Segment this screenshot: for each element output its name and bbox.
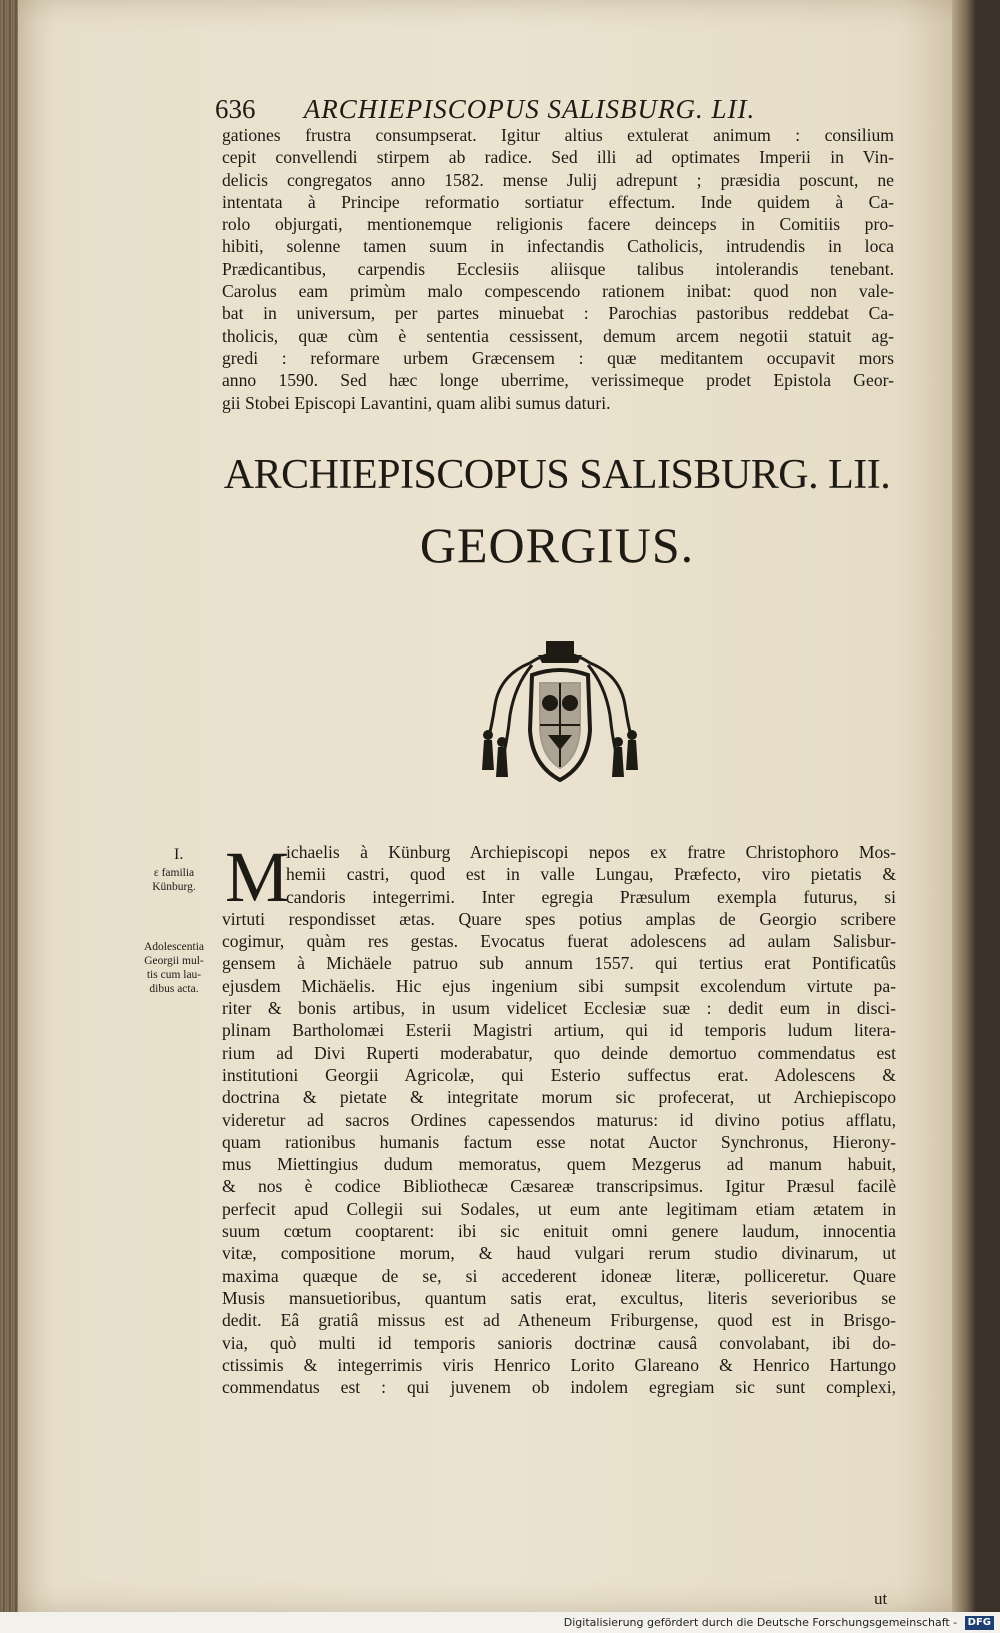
text-line: & nos è codice Bibliothecæ Cæsareæ transcripsimus. Igitur Præsul facilè (222, 1176, 896, 1197)
text-line: Prædicantibus, carpendis Ecclesiis aliisque talibus intolerandis tenebant. (222, 258, 894, 279)
chapter-title: ARCHIEPISCOPUS SALISBURG. LII. (223, 452, 891, 498)
text-line: vitæ, compositione morum, & haud vulgari rerum studio divinarum, ut (222, 1243, 896, 1264)
text-line: gredi : reformare urbem Græcensem : quæ meditantem occupavit mors (222, 347, 894, 368)
main-paragraph (222, 837, 896, 1398)
running-header (215, 92, 815, 126)
text-line: riter & bonis artibus, in usum videlicet Ecclesiæ suæ : dedit eum in disci- (222, 998, 896, 1019)
text-line: virtuti respondisset ætas. Quare spes potius amplas de Georgio scribere (222, 908, 896, 929)
text-line: delicis congregatos anno 1582. mense Julij adrepunt ; præsidia poscunt, ne (222, 169, 894, 190)
text-line: Musis mansuetioribus, quantum satis erat, excultus, literis severioribus se (222, 1287, 896, 1308)
text-line: ejusdem Michäelis. Hic ejus ingenium sibi sumpsit excolendum virtute pa- (222, 975, 896, 996)
footer-text: Digitalisierung gefördert durch die Deutsche Forschungsgemeinschaft - (563, 1616, 958, 1629)
text-line: cepit convellendi stirpem ab radice. Sed illi ad optimates Imperii in Vin- (222, 147, 894, 168)
text-line: gii Stobei Episcopi Lavantini, quam alibi sumus daturi. (222, 392, 611, 413)
section-number: I. (174, 846, 184, 863)
text-line: hibiti, solenne tamen suum in infectandis Catholicis, intrudendis in loca (222, 236, 894, 257)
text-line: maxima quæque de se, si accederent idoneæ literæ, polliceretur. Quare (222, 1265, 896, 1286)
text-line: cogimur, quàm res gestas. Evocatus fuerat adolescens ad aulam Salisbur- (222, 931, 896, 952)
text-line: mus Miettingius dudum memoratus, quem Mezgerus ad manum habuit, (222, 1154, 896, 1175)
text-line: gationes frustra consumpserat. Igitur altius extulerat animum : consilium (222, 125, 894, 145)
text-line: quam rationibus humanis factum esse notat Auctor Synchronus, Hierony- (222, 1131, 896, 1152)
page-number: 636 (215, 94, 256, 124)
text-line: videretur ad sacros Ordines capessendos maturus: id divino potius afflatu, (222, 1109, 896, 1130)
drop-cap: M (225, 837, 290, 917)
text-line: ichaelis à Künburg Archiepiscopi nepos ex fratre Christophoro Mos- (286, 842, 896, 862)
text-line: commendatus est : qui juvenem ob indolem egregiam sic sunt complexi, (222, 1377, 896, 1398)
chapter-name: GEORGIUS. (419, 517, 695, 573)
margin-note-line: Adolescentia (143, 941, 205, 953)
text-line: ctissimis & integerrimis viris Henrico Lorito Glareano & Henrico Hartungo (222, 1354, 896, 1375)
text-line: doctrina & pietate & integritate morum sic profecerat, ut Archiepiscopo (222, 1087, 896, 1108)
text-line: rolo objurgati, mentionemque religionis facere deinceps in Comitiis pro- (222, 214, 894, 235)
text-line: institutioni Georgii Agricolæ, qui Esterio suffectus erat. Adolescens & (222, 1064, 896, 1085)
margin-note-line: Georgii mul- (144, 955, 204, 967)
page-right-edge (952, 0, 976, 1612)
text-line: plinam Bartholomæi Esterii Magistri artium, qui id temporis ludum litera- (222, 1020, 896, 1041)
running-title: ARCHIEPISCOPUS SALISBURG. LII. (303, 94, 756, 124)
margin-note-line: ε familia (153, 867, 195, 879)
catchword: ut (874, 1589, 888, 1608)
margin-note-adolescence (134, 940, 214, 996)
text-line: candoris integerrimi. Inter egregia Præsulum exempla futurus, si (286, 886, 896, 907)
text-line: dedit. Eâ gratiâ missus est ad Atheneum Friburgense, quod est in Brisgo- (222, 1310, 896, 1331)
text-line: gensem à Michäele patruo sub annum 1557. qui tertius erat Pontificatûs (222, 953, 896, 974)
digitization-footer (0, 1612, 1000, 1633)
text-line: rium ad Divi Ruperti moderabatur, quo deinde demortuo commendatus est (222, 1042, 896, 1063)
text-line: suum cœtum cooptarent: ibi sic enituit omni genere laudum, innocentia (222, 1221, 896, 1242)
text-line: Carolus eam primùm malo compescendo rationem inibat: quod non vale- (222, 281, 894, 302)
dfg-logo: DFG (965, 1616, 994, 1630)
text-line: tholicis, quæ cùm è sententia cessissent, demum arcem negotii statuit ag- (222, 325, 894, 346)
text-line: intentata à Principe reformatio sortiatur effectum. Inde quidem à Ca- (222, 191, 894, 212)
text-line: anno 1590. Sed hæc longe uberrime, verissimeque prodet Epistola Geor- (222, 370, 894, 391)
margin-note-family (134, 866, 214, 894)
margin-note-line: tis cum lau- (146, 969, 202, 981)
text-line: bat in universum, per partes minuebat : Parochias pastoribus reddebat Ca- (222, 303, 894, 324)
margin-note-line: Künburg. (152, 881, 196, 893)
top-paragraph (222, 124, 894, 414)
text-line: perfecit apud Collegii sui Sodales, ut eum ante legitimam etiam ætatem in (222, 1198, 896, 1219)
text-line: via, quò multi id temporis sanioris doctrinæ causâ convolabant, ibi do- (222, 1332, 896, 1353)
text-line: hemii castri, quod est in valle Lungau, Præfecto, viro pietatis & (286, 864, 896, 885)
margin-note-line: dibus acta. (149, 983, 199, 995)
coat-of-arms-emblem (470, 635, 650, 795)
